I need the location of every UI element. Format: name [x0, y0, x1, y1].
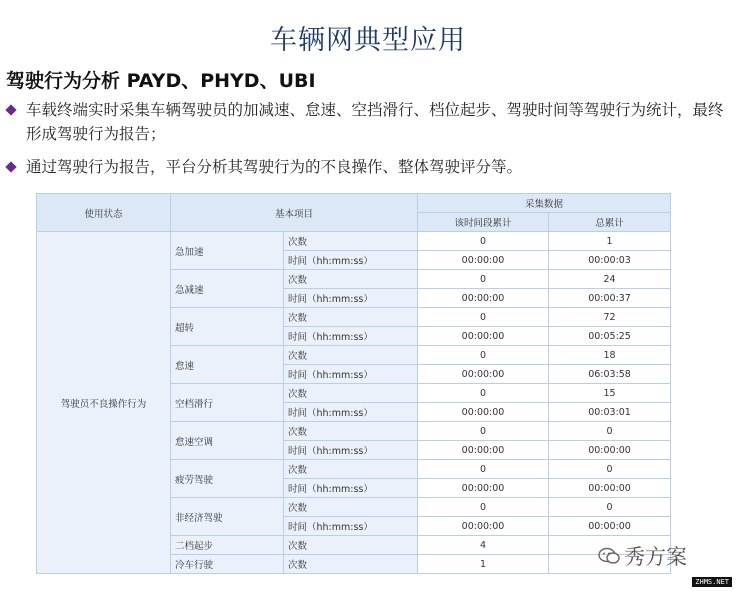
- period-value-cell: 0: [418, 346, 549, 365]
- bullet-text: 通过驾驶行为报告，平台分析其驾驶行为的不良操作、整体驾驶评分等。: [26, 158, 523, 176]
- metric-cell: 次数: [284, 555, 418, 574]
- item-cell: 冷车行驶: [171, 555, 284, 574]
- watermark: [598, 541, 687, 571]
- state-cell: 驾驶员不良操作行为: [37, 232, 171, 574]
- period-value-cell: 00:00:00: [418, 365, 549, 384]
- total-value-cell: 15: [549, 384, 671, 403]
- metric-cell: 次数: [284, 384, 418, 403]
- total-value-cell: 1: [549, 232, 671, 251]
- watermark-text: 秀方案: [624, 545, 687, 569]
- header-collected-data: 采集数据: [418, 194, 671, 213]
- metric-cell: 次数: [284, 308, 418, 327]
- table-row: [37, 232, 671, 251]
- period-value-cell: 0: [418, 422, 549, 441]
- total-value-cell: 24: [549, 270, 671, 289]
- header-period-total: 该时间段累计: [418, 213, 549, 232]
- table-body: [37, 232, 671, 574]
- item-cell: 空档滑行: [171, 384, 284, 422]
- total-value-cell: 72: [549, 308, 671, 327]
- item-cell: 超转: [171, 308, 284, 346]
- period-value-cell: 4: [418, 536, 549, 555]
- metric-cell: 时间（hh:mm:ss）: [284, 403, 418, 422]
- item-cell: 急加速: [171, 232, 284, 270]
- metric-cell: 时间（hh:mm:ss）: [284, 479, 418, 498]
- period-value-cell: 00:00:00: [418, 289, 549, 308]
- bullet-item: [6, 155, 728, 179]
- metric-cell: 次数: [284, 536, 418, 555]
- period-value-cell: 1: [418, 555, 549, 574]
- total-value-cell: 00:05:25: [549, 327, 671, 346]
- metric-cell: 时间（hh:mm:ss）: [284, 327, 418, 346]
- metric-cell: 时间（hh:mm:ss）: [284, 441, 418, 460]
- total-value-cell: 00:00:03: [549, 251, 671, 270]
- metric-cell: 时间（hh:mm:ss）: [284, 517, 418, 536]
- total-value-cell: 0: [549, 498, 671, 517]
- item-cell: 非经济驾驶: [171, 498, 284, 536]
- period-value-cell: 0: [418, 498, 549, 517]
- period-value-cell: 0: [418, 270, 549, 289]
- header-basic-item: 基本项目: [171, 194, 418, 232]
- total-value-cell: 00:00:37: [549, 289, 671, 308]
- item-cell: 怠速空调: [171, 422, 284, 460]
- wechat-icon: [598, 547, 620, 565]
- period-value-cell: 00:00:00: [418, 517, 549, 536]
- total-value-cell: 00:00:00: [549, 441, 671, 460]
- total-value-cell: 00:00:00: [549, 517, 671, 536]
- period-value-cell: 00:00:00: [418, 251, 549, 270]
- metric-cell: 时间（hh:mm:ss）: [284, 251, 418, 270]
- metric-cell: 次数: [284, 498, 418, 517]
- slide-title: 车辆网典型应用: [270, 25, 466, 56]
- total-value-cell: 18: [549, 346, 671, 365]
- metric-cell: 次数: [284, 232, 418, 251]
- corner-tag: ZHMS.NET: [692, 577, 732, 587]
- total-value-cell: 00:03:01: [549, 403, 671, 422]
- driving-behavior-table: [36, 193, 671, 574]
- period-value-cell: 0: [418, 384, 549, 403]
- total-value-cell: 06:03:58: [549, 365, 671, 384]
- period-value-cell: 0: [418, 308, 549, 327]
- metric-cell: 时间（hh:mm:ss）: [284, 365, 418, 384]
- total-value-cell: 0: [549, 422, 671, 441]
- metric-cell: 次数: [284, 270, 418, 289]
- metric-cell: 次数: [284, 346, 418, 365]
- header-state: 使用状态: [37, 194, 171, 232]
- period-value-cell: 00:00:00: [418, 441, 549, 460]
- slide-subtitle: 驾驶行为分析 PAYD、PHYD、UBI: [6, 70, 316, 92]
- period-value-cell: 0: [418, 460, 549, 479]
- metric-cell: 时间（hh:mm:ss）: [284, 289, 418, 308]
- total-value-cell: 0: [549, 460, 671, 479]
- period-value-cell: 00:00:00: [418, 327, 549, 346]
- period-value-cell: 00:00:00: [418, 479, 549, 498]
- bullet-item: [6, 98, 728, 146]
- bullet-text: 车载终端实时采集车辆驾驶员的加减速、怠速、空挡滑行、档位起步、驾驶时间等驾驶行为统计，最终形成驾驶行为报告；: [26, 101, 724, 143]
- total-value-cell: 00:00:00: [549, 479, 671, 498]
- item-cell: 急减速: [171, 270, 284, 308]
- header-overall-total: 总累计: [549, 213, 671, 232]
- period-value-cell: 0: [418, 232, 549, 251]
- item-cell: 疲劳驾驶: [171, 460, 284, 498]
- metric-cell: 次数: [284, 460, 418, 479]
- period-value-cell: 00:00:00: [418, 403, 549, 422]
- item-cell: 怠速: [171, 346, 284, 384]
- metric-cell: 次数: [284, 422, 418, 441]
- item-cell: 二档起步: [171, 536, 284, 555]
